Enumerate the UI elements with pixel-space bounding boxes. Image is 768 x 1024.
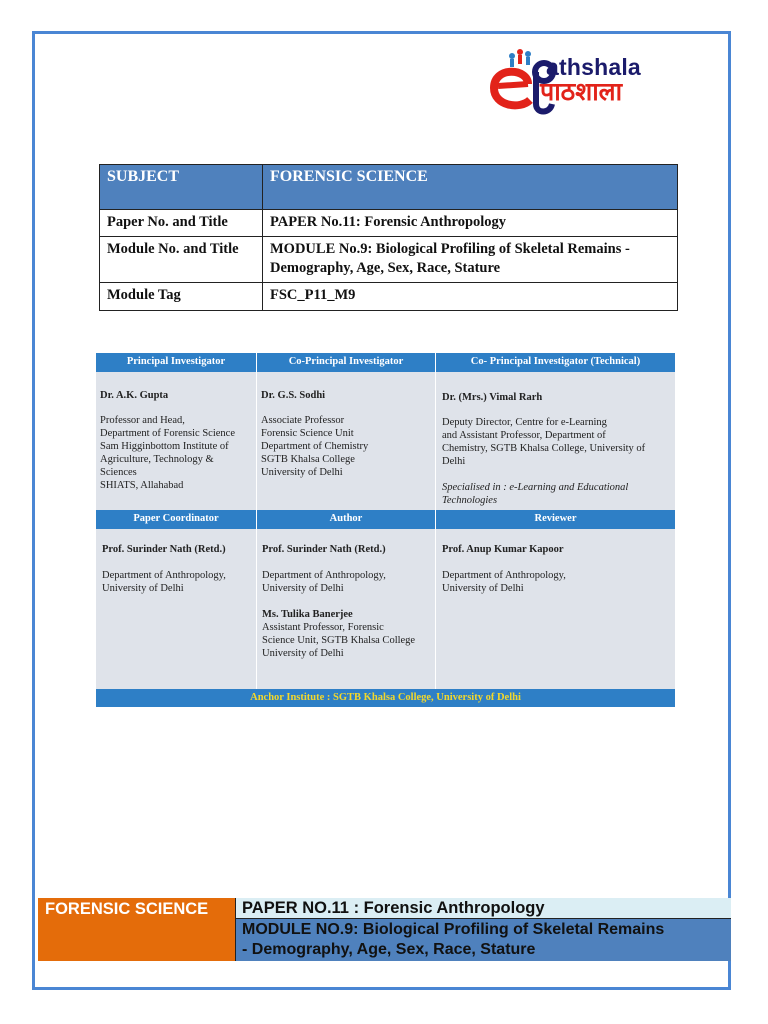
coordinator-line: University of Delhi [102,583,184,594]
pi-line: Sam Higginbottom Institute of [100,441,229,452]
subject-label: SUBJECT [100,165,263,210]
author-name-2: Ms. Tulika Banerjee [262,609,353,620]
coordinator-name: Prof. Surinder Nath (Retd.) [102,544,226,555]
reviewer-name: Prof. Anup Kumar Kapoor [442,544,564,555]
module-row [100,237,678,283]
header-co-pi-technical: Co- Principal Investigator (Technical) [436,353,675,372]
module-label: Module No. and Title [100,237,263,283]
module-value: MODULE No.9: Biological Profiling of Skeletal Remains - Demography, Age, Sex, Race, Stature [263,237,678,283]
pi-line: SHIATS, Allahabad [100,480,184,491]
header-principal-investigator: Principal Investigator [96,353,256,372]
logo-text-latin: athshala [546,54,641,80]
author-line-2: University of Delhi [262,648,344,659]
copi-tech-specialised: Specialised in : e-Learning and Educational [442,482,629,493]
copi-tech-line: Chemistry, SGTB Khalsa College, University of [442,443,646,454]
author-line-2: Science Unit, SGTB Khalsa College [262,635,416,646]
module-tag-value: FSC_P11_M9 [263,283,678,311]
footer-module [235,919,731,961]
subject-value: FORENSIC SCIENCE [263,165,678,210]
credits-table [96,353,675,707]
subject-table [99,164,678,311]
paper-label: Paper No. and Title [100,210,263,237]
anchor-institute: Anchor Institute : SGTB Khalsa College, University of Delhi [96,689,675,707]
footer-banner [38,898,731,961]
footer-module-line: MODULE NO.9: Biological Profiling of Skeletal Remains [242,921,665,938]
pi-line: Sciences [100,467,137,478]
header-author: Author [257,510,435,529]
copi-tech-cell [442,391,674,507]
subject-row [100,165,678,210]
pi-line: Department of Forensic Science [100,428,235,439]
author-line: University of Delhi [262,583,344,594]
author-line-2: Assistant Professor, Forensic [262,622,384,633]
copi-cell [261,389,433,479]
footer-subject: FORENSIC SCIENCE [38,898,235,961]
pi-cell [100,389,254,492]
copi-line: Department of Chemistry [261,441,369,452]
header-co-principal-investigator: Co-Principal Investigator [257,353,435,372]
pi-line: Agriculture, Technology & [100,454,214,465]
copi-tech-line: Deputy Director, Centre for e-Learning [442,417,607,428]
paper-value: PAPER No.11: Forensic Anthropology [263,210,678,237]
author-cell [262,543,434,660]
copi-name: Dr. G.S. Sodhi [261,390,326,401]
pi-line: Professor and Head, [100,415,185,426]
header-reviewer: Reviewer [436,510,675,529]
copi-tech-specialised: Technologies [442,495,498,506]
footer-paper: PAPER NO.11 : Forensic Anthropology [235,898,731,919]
copi-line: University of Delhi [261,467,343,478]
copi-tech-line: and Assistant Professor, Department of [442,430,606,441]
copi-line: Associate Professor [261,415,345,426]
module-tag-label: Module Tag [100,283,263,311]
logo-text-devanagari: पाठशाला [540,77,623,106]
module-tag-row [100,283,678,311]
reviewer-cell [442,543,674,595]
copi-line: SGTB Khalsa College [261,454,355,465]
footer-module-line: - Demography, Age, Sex, Race, Stature [242,941,536,958]
copi-tech-name: Dr. (Mrs.) Vimal Rarh [442,392,543,403]
coordinator-line: Department of Anthropology, [102,570,226,581]
coordinator-cell [102,543,254,595]
copi-tech-line: Delhi [442,456,466,467]
reviewer-line: University of Delhi [442,583,524,594]
pi-name: Dr. A.K. Gupta [100,390,169,401]
paper-row [100,210,678,237]
author-line: Department of Anthropology, [262,570,386,581]
reviewer-line: Department of Anthropology, [442,570,566,581]
author-name: Prof. Surinder Nath (Retd.) [262,544,386,555]
copi-line: Forensic Science Unit [261,428,354,439]
header-paper-coordinator: Paper Coordinator [96,510,256,529]
